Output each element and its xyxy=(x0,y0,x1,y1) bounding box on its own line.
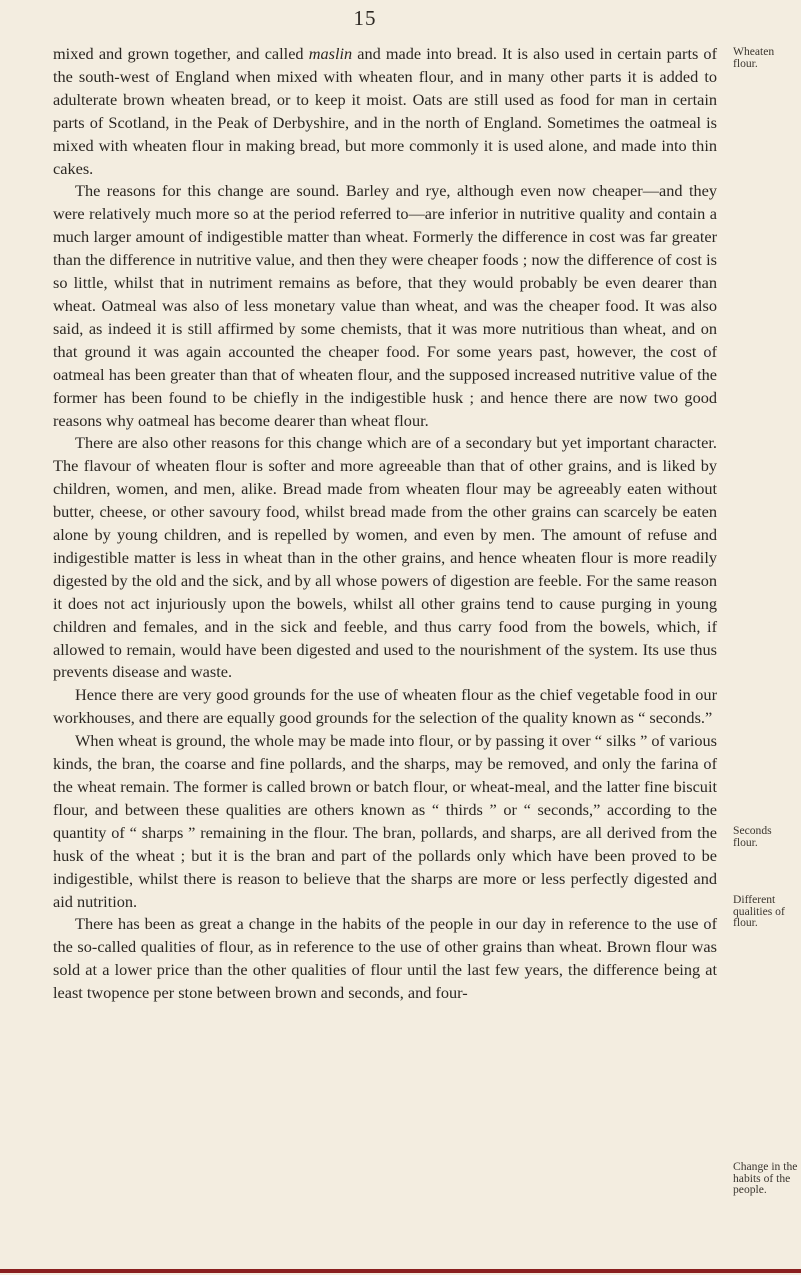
page-number: 15 xyxy=(353,6,377,30)
text-run: mixed and grown together, and called xyxy=(53,44,309,63)
text-run: Hence there are very good grounds for the use of wheaten flour as the chief vegetable food in our workhouses, and there are equally good grounds for the selection of the quality known as “ seconds.” xyxy=(53,685,717,728)
marginal-note: Seconds flour. xyxy=(733,824,772,849)
paragraph xyxy=(53,913,717,1005)
paragraph xyxy=(53,180,717,432)
text-run: The reasons for this change are sound. Barley and rye, although even now cheaper—and they were relatively much more so at the period referred to—are inferior in nutritive quality and contain a much larger amount of indigestible matter than wheat. Formerly the difference in cost was far greater than the difference in nutritive value, and then they were cheaper foods ; now the difference of cost is so little, whilst that in nutriment remains as before, that they would probably be even dearer than wheat. Oatmeal was also of less monetary value than wheat, and was the cheaper food. It was also said, as indeed it is still affirmed by some chemists, that it was more nutritious than wheat, and on that ground it was again accounted the cheaper food. For some years past, however, the cost of oatmeal has been greater than that of wheaten flour, and the supposed increased nutritive value of the former has been found to be chiefly in the indigestible husk ; and hence there are now two good reasons why oatmeal has become dearer than wheat flour. xyxy=(53,181,717,430)
marginal-note: Wheaten flour. xyxy=(733,45,775,70)
paragraph xyxy=(53,730,717,913)
text-run: When wheat is ground, the whole may be made into flour, or by passing it over “ silks ” of various kinds, the bran, the coarse and fine pollards, and the sharps, may be removed, and only the farina of the wheat remain. The former is called brown or batch flour, or wheat-meal, and the latter fine biscuit flour, and between these qualities are others known as “ thirds ” or “ seconds,” according to the quantity of “ sharps ” remaining in the flour. The bran, pollards, and sharps, are all derived from the husk of the wheat ; but it is the bran and part of the pollards only which have been proved to be indigestible, whilst there is reason to believe that the sharps are more or less perfectly digested and aid nutrition. xyxy=(53,731,717,911)
text-run: There are also other reasons for this change which are of a secondary but yet important character. The flavour of wheaten flour is softer and more agreeable than that of other grains, and is liked by children, women, and men, alike. Bread made from wheaten flour may be agreeably eaten without butter, cheese, or other savoury food, whilst bread made from the other grains can scarcely be eaten alone by young children, and is repelled by women, and even by men. The amount of refuse and indigestible matter is less in wheat than in the other grains, and hence wheaten flour is more readily digested by the old and the sick, and by all whose powers of digestion are feeble. For the same reason it does not act injuriously upon the bowels, whilst all other grains tend to cause purging in young children and females, and in the sick and feeble, and thus carry food from the bowels, which, if allowed to remain, would have been digested and used to the nourishment of the system. Its use thus prevents disease and waste. xyxy=(53,433,717,682)
body-text xyxy=(53,43,717,1005)
paragraph xyxy=(53,684,717,730)
paragraph xyxy=(53,432,717,684)
marginal-note: Different qualities of flour. xyxy=(733,893,785,929)
text-run: and made into bread. It is also used in certain parts of the south-west of England when mixed with wheaten flour, and in many other parts it is added to adulterate brown wheaten bread, or to keep it moist. Oats are still used as food for man in certain parts of Scotland, in the Peak of Derbyshire, and in the north of England. Sometimes the oatmeal is mixed with wheaten flour in making bread, but more commonly it is used alone, and made into thin cakes. xyxy=(53,44,717,178)
marginal-note: Change in the habits of the people. xyxy=(733,1160,798,1196)
text-run: There has been as great a change in the habits of the people in our day in reference to the use of the so-called qualities of flour, as in reference to the use of other grains than wheat. Brown flour was sold at a lower price than the other qualities of flour until the last few years, the difference being at least twopence per stone between brown and seconds, and four- xyxy=(53,914,717,1003)
page-bottom-rule xyxy=(0,1269,801,1273)
italic-term: maslin xyxy=(308,44,353,63)
paragraph xyxy=(53,43,717,180)
